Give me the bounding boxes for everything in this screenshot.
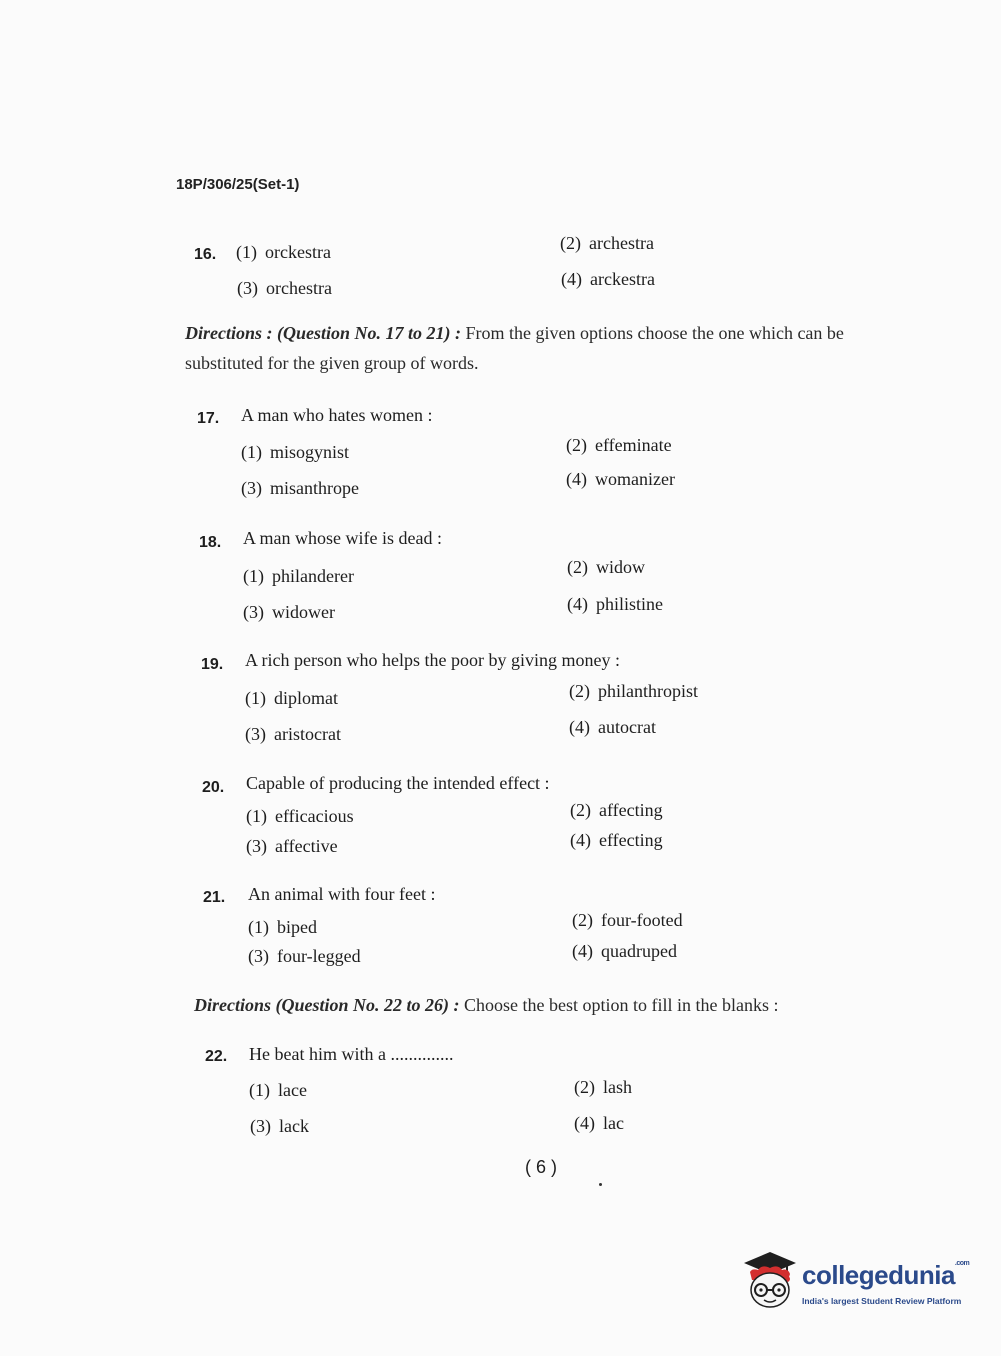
q17-option-4[interactable]: (4) womanizer bbox=[566, 469, 675, 489]
question-21-stem: An animal with four feet : bbox=[248, 884, 436, 904]
q22-option-1[interactable]: (1) lace bbox=[249, 1080, 307, 1100]
brand-name: collegedunia$^{.com}$ bbox=[802, 1260, 970, 1290]
q17-option-1[interactable]: (1) misogynist bbox=[241, 442, 350, 462]
q17-option-3[interactable]: (3) misanthrope bbox=[241, 478, 359, 498]
paper-code: 18P/306/25(Set-1) bbox=[176, 176, 300, 193]
question-19-stem: A rich person who helps the poor by giving money : bbox=[245, 650, 620, 670]
q18-option-3[interactable]: (3) widower bbox=[243, 602, 335, 622]
q19-option-2[interactable]: (2) philanthropist bbox=[569, 681, 698, 701]
mascot-icon bbox=[742, 1250, 798, 1310]
stray-dot bbox=[599, 1183, 602, 1186]
question-20-number: 20. bbox=[202, 779, 225, 796]
q19-option-3[interactable]: (3) aristocrat bbox=[245, 724, 341, 744]
q21-option-4[interactable]: (4) quadruped bbox=[572, 941, 677, 961]
q17-option-2[interactable]: (2) effeminate bbox=[566, 435, 672, 455]
q21-option-3[interactable]: (3) four-legged bbox=[248, 946, 361, 966]
q19-option-4[interactable]: (4) autocrat bbox=[569, 717, 656, 737]
brand-tagline: India's largest Student Review Platform bbox=[802, 1296, 962, 1306]
q22-option-3[interactable]: (3) lack bbox=[250, 1116, 309, 1136]
q20-option-3[interactable]: (3) affective bbox=[246, 836, 338, 856]
question-20-stem: Capable of producing the intended effect : bbox=[246, 773, 550, 793]
q16-option-3[interactable]: (3) orchestra bbox=[237, 278, 332, 298]
question-18-stem: A man whose wife is dead : bbox=[243, 528, 442, 548]
page-number: ( 6 ) bbox=[525, 1157, 558, 1177]
question-17-number: 17. bbox=[197, 410, 220, 427]
q18-option-4[interactable]: (4) philistine bbox=[567, 594, 663, 614]
question-17-stem: A man who hates women : bbox=[241, 405, 433, 425]
directions-22-26: Directions (Question No. 22 to 26) : Choose the best option to fill in the blanks : bbox=[194, 995, 779, 1015]
q18-option-2[interactable]: (2) widow bbox=[567, 557, 645, 577]
q16-option-4[interactable]: (4) arckestra bbox=[561, 269, 655, 289]
question-18-number: 18. bbox=[199, 534, 222, 551]
q16-option-1[interactable]: (1) orckestra bbox=[236, 242, 331, 262]
q19-option-1[interactable]: (1) diplomat bbox=[245, 688, 338, 708]
q21-option-2[interactable]: (2) four-footed bbox=[572, 910, 683, 930]
q20-option-4[interactable]: (4) effecting bbox=[570, 830, 663, 850]
q20-option-2[interactable]: (2) affecting bbox=[570, 800, 663, 820]
question-22-number: 22. bbox=[205, 1048, 228, 1065]
q21-option-1[interactable]: (1) biped bbox=[248, 917, 317, 937]
question-22-stem: He beat him with a .............. bbox=[249, 1044, 454, 1064]
question-19-number: 19. bbox=[201, 656, 224, 673]
q18-option-1[interactable]: (1) philanderer bbox=[243, 566, 354, 586]
q22-option-4[interactable]: (4) lac bbox=[574, 1113, 624, 1133]
directions-17-21: Directions : (Question No. 17 to 21) : From the given options choose the one which can be substituted for the given group of words. bbox=[185, 323, 844, 373]
question-21-number: 21. bbox=[203, 889, 226, 906]
question-16-number: 16. bbox=[194, 246, 217, 263]
q22-option-2[interactable]: (2) lash bbox=[574, 1077, 632, 1097]
q20-option-1[interactable]: (1) efficacious bbox=[246, 806, 354, 826]
collegedunia-watermark bbox=[742, 1250, 972, 1310]
q16-option-2[interactable]: (2) archestra bbox=[560, 233, 654, 253]
